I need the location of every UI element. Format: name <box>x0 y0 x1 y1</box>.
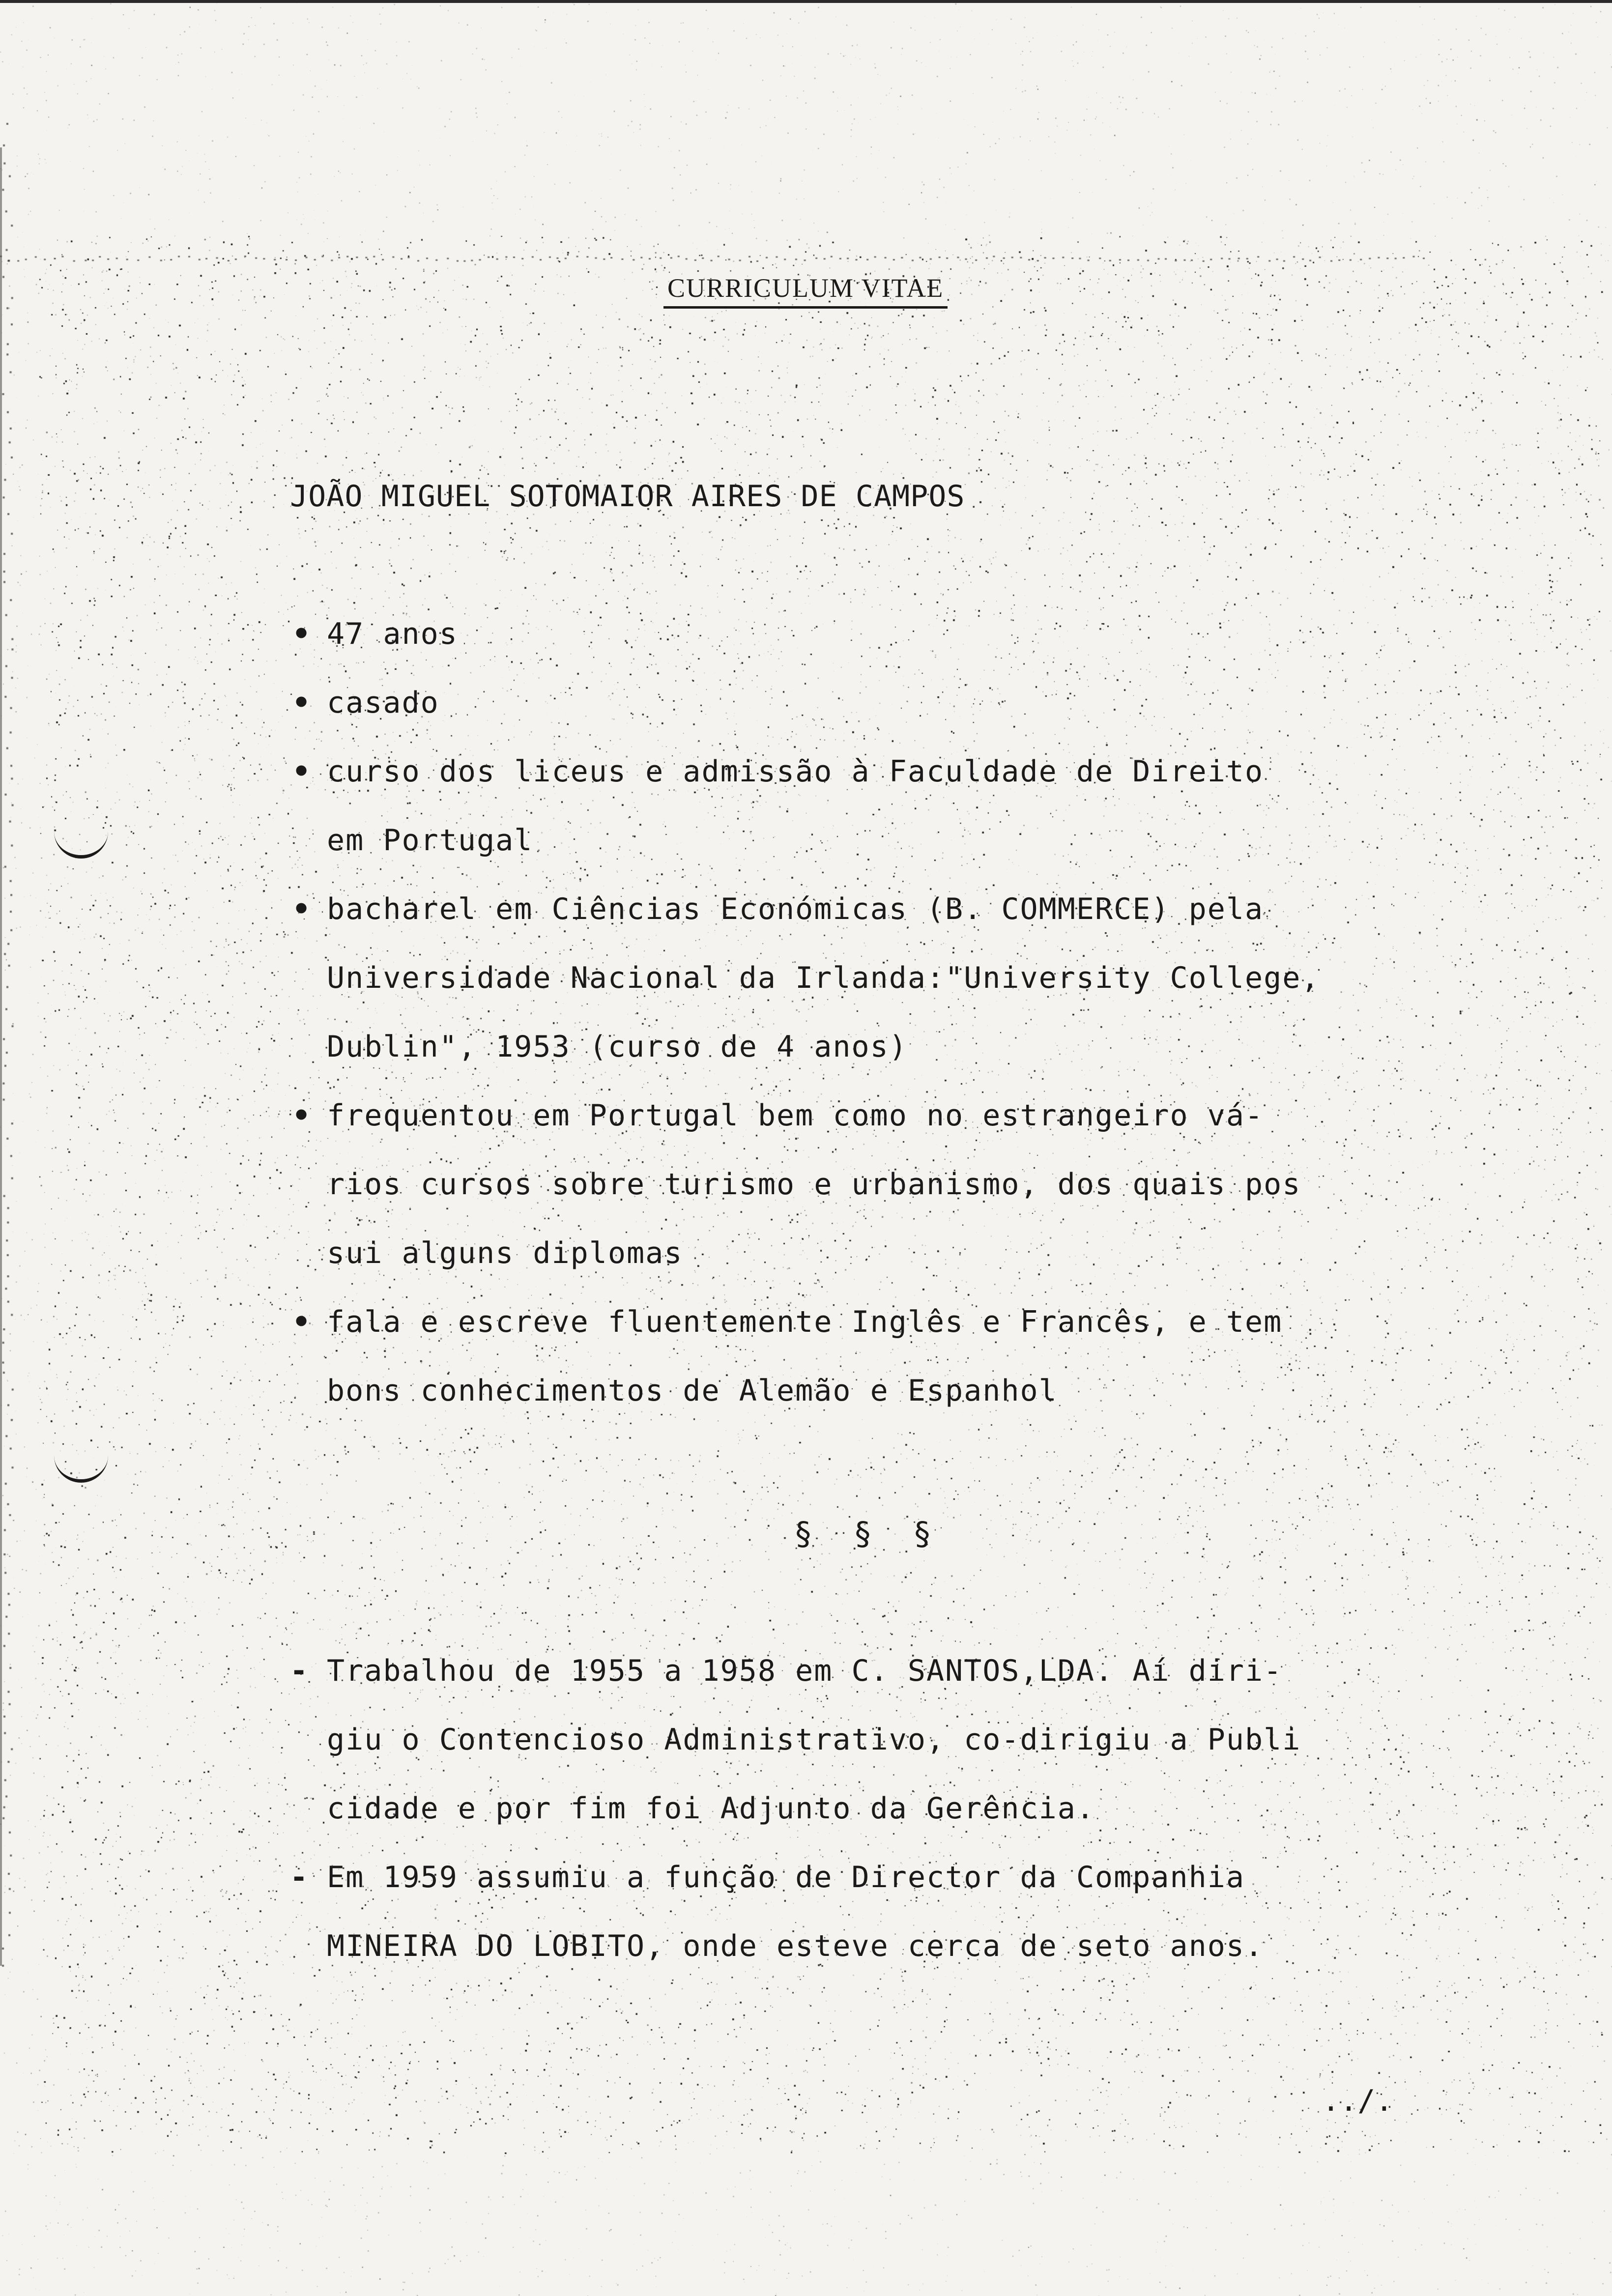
experience-santos-line-1: Trabalhou de 1955 a 1958 em C. SANTOS,LDA. Aí diri- <box>327 1654 1283 1688</box>
bullet-languages-line-2: bons conhecimentos de Alemão e Espanhol <box>327 1374 1058 1408</box>
bullet-education-line-1: curso dos liceus e admissão à Faculdade de Direito <box>327 754 1264 789</box>
experience-santos-line-2: giu o Contencioso Administrativo, co-dirigiu a Publi <box>327 1722 1301 1757</box>
bullet-courses-line-1: frequentou em Portugal bem como no estrangeiro vá- <box>327 1098 1264 1133</box>
bullet-languages-line-1: fala e escreve fluentemente Inglês e Francês, e tem <box>327 1305 1283 1339</box>
experience-lobito-line-1: Em 1959 assumiu a função de Director da Companhia <box>327 1860 1245 1894</box>
bullet-courses-line-3: sui alguns diplomas <box>327 1236 683 1270</box>
bullet-degree-line-3: Dublin", 1953 (curso de 4 anos) <box>327 1030 908 1064</box>
bullet-degree-line-1: bacharel em Ciências Económicas (B. COMMERCE) pela <box>327 892 1264 926</box>
document-title: CURRICULUM VITAE <box>663 273 948 309</box>
dash-marker: - <box>290 1654 308 1688</box>
bullet-marker: • <box>292 617 311 651</box>
section-separator: § § § <box>794 1516 943 1552</box>
experience-santos-line-3: cidade e por fim foi Adjunto da Gerência. <box>327 1791 1095 1826</box>
bullet-marker: • <box>292 1098 311 1133</box>
dash-marker: - <box>290 1860 308 1894</box>
bullet-courses-line-2: rios cursos sobre turismo e urbanismo, dos quais pos <box>327 1167 1301 1202</box>
bullet-marital-line: casado <box>327 686 439 720</box>
bullet-degree-line-2: Universidade Nacional da Irlanda:"University College, <box>327 961 1320 995</box>
experience-lobito-line-2: MINEIRA DO LOBITO, onde esteve cerca de seto anos. <box>327 1929 1264 1963</box>
bullet-marker: • <box>292 1305 311 1339</box>
scan-left-edge <box>0 147 2 1966</box>
scan-top-edge <box>0 0 1612 3</box>
page-continuation-mark: ../. <box>1322 2084 1393 2118</box>
bullet-education-line-2: em Portugal <box>327 823 533 858</box>
bullet-age-line: 47 anos <box>327 617 458 651</box>
bullet-marker: • <box>292 754 311 789</box>
person-name: JOÃO MIGUEL SOTOMAIOR AIRES DE CAMPOS <box>290 479 965 514</box>
bullet-marker: • <box>292 686 311 720</box>
bullet-marker: • <box>292 892 311 926</box>
